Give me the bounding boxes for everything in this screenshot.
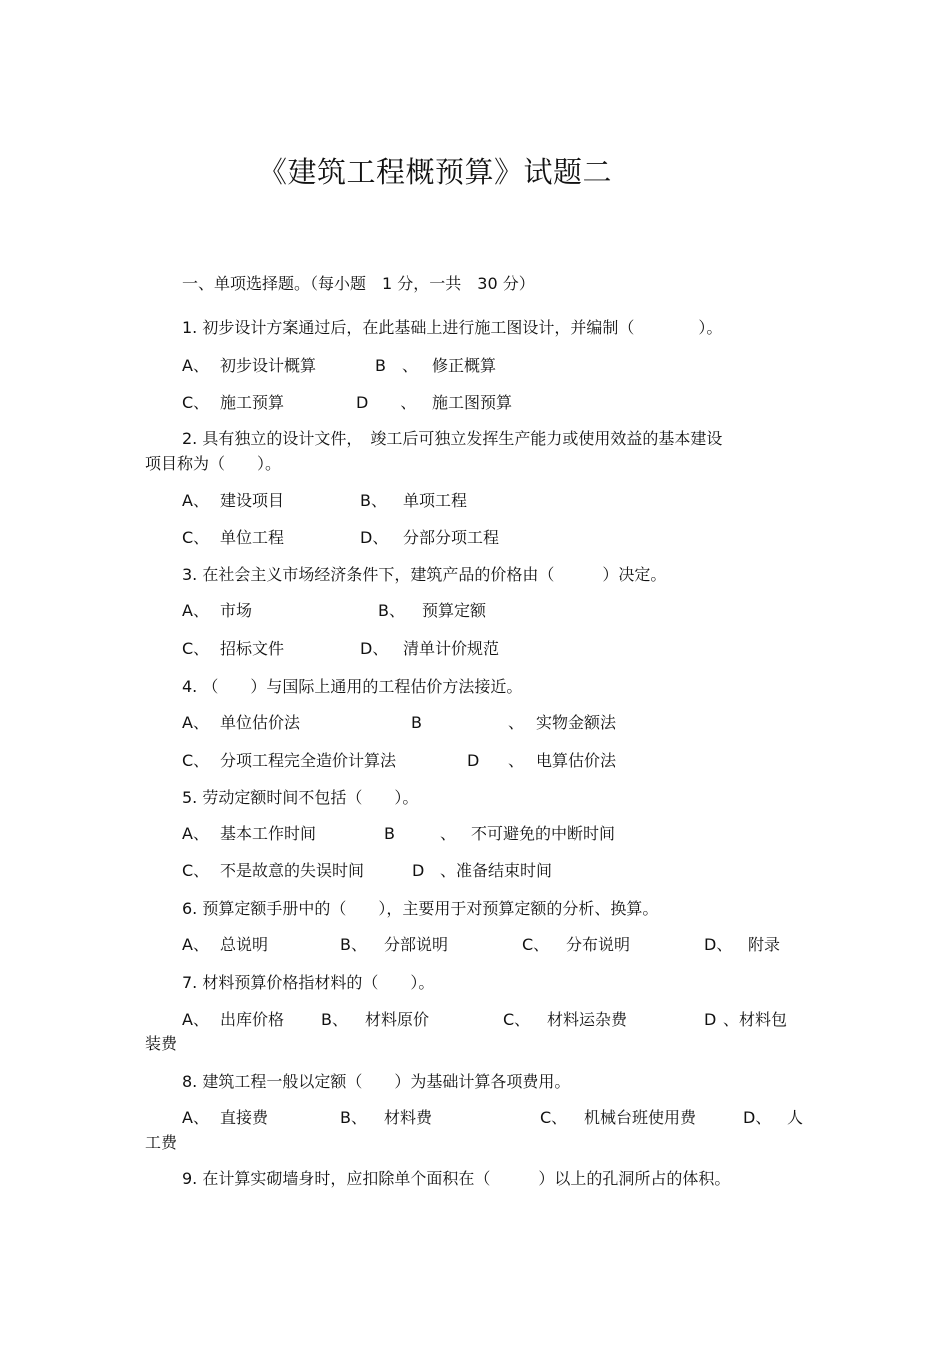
question-8-options-row: [182, 1107, 822, 1129]
option-text: 修正概算: [432, 356, 497, 375]
option-letter: C、: [182, 528, 210, 547]
question-2-stem-line-2: 项目称为（ ）。: [145, 454, 282, 473]
option-text: 单位工程: [220, 528, 285, 547]
option-text: 不是故意的失误时间: [220, 861, 365, 880]
option-letter: C、: [503, 1010, 531, 1029]
option-text: 初步设计概算: [220, 356, 317, 375]
option-letter: A、: [182, 491, 209, 510]
option-text: 单项工程: [403, 491, 468, 510]
option-text: 人: [787, 1108, 804, 1127]
option-separator: 、: [508, 751, 525, 770]
option-text: 市场: [220, 601, 253, 620]
option-letter: D 、: [356, 393, 417, 412]
question-5-stem: 5. 劳动定额时间不包括（ ）。: [182, 788, 419, 807]
option-text: 分部分项工程: [403, 528, 500, 547]
option-letter: A、: [182, 1010, 209, 1029]
question-3-options-row-2: [182, 638, 782, 660]
option-letter: A、: [182, 601, 209, 620]
option-letter: C、: [522, 935, 550, 954]
question-4-stem: 4. （ ）与国际上通用的工程估价方法接近。: [182, 677, 523, 696]
option-letter: D: [467, 751, 480, 770]
option-letter: D、: [743, 1108, 772, 1127]
option-text: 分部说明: [384, 935, 449, 954]
option-text: 清单计价规范: [403, 639, 500, 658]
section-heading: 一、单项选择题。（每小题 1 分，一共 30 分）: [182, 274, 535, 293]
option-letter: B: [384, 824, 395, 843]
option-letter: A、: [182, 935, 209, 954]
question-5-options-row-1: [182, 823, 782, 845]
option-letter: D: [704, 1010, 717, 1029]
page-title: 《建筑工程概预算》试题二: [258, 155, 613, 189]
option-letter: C、: [182, 639, 210, 658]
question-6-stem: 6. 预算定额手册中的（ ），主要用于对预算定额的分析、换算。: [182, 899, 659, 918]
question-9-stem: 9. 在计算实砌墙身时，应扣除单个面积在（ ）以上的孔洞所占的体积。: [182, 1169, 731, 1188]
option-text: 附录: [748, 935, 781, 954]
option-text: 不可避免的中断时间: [471, 824, 616, 843]
option-letter: B、: [321, 1010, 348, 1029]
option-letter: B、: [360, 491, 387, 510]
option-text: 、材料包: [723, 1010, 788, 1029]
option-letter: B: [411, 713, 422, 732]
option-text: 实物金额法: [536, 713, 617, 732]
question-8-wrap: 工费: [145, 1133, 178, 1152]
option-letter: D: [412, 861, 425, 880]
question-6-options-row: [182, 934, 822, 956]
option-text: 施工图预算: [432, 393, 513, 412]
option-letter: D、: [360, 639, 389, 658]
option-text: 机械台班使用费: [584, 1108, 697, 1127]
option-letter: C、: [182, 861, 210, 880]
option-text: 施工预算: [220, 393, 285, 412]
question-7-options-row: [182, 1009, 822, 1031]
option-letter: A、: [182, 713, 209, 732]
option-text: 、准备结束时间: [440, 861, 553, 880]
question-3-options-row-1: [182, 600, 782, 622]
option-text: 出库价格: [220, 1010, 285, 1029]
option-letter: B 、: [375, 356, 418, 375]
option-text: 分布说明: [566, 935, 631, 954]
option-letter: D、: [704, 935, 733, 954]
option-letter: B、: [340, 935, 367, 954]
option-text: 材料运杂费: [547, 1010, 628, 1029]
option-letter: C、: [540, 1108, 568, 1127]
question-4-options-row-1: [182, 712, 782, 734]
option-letter: C、: [182, 751, 210, 770]
question-1-stem: 1. 初步设计方案通过后，在此基础上进行施工图设计，并编制（ ）。: [182, 318, 723, 337]
question-4-options-row-2: [182, 750, 782, 772]
question-7-wrap: 装费: [145, 1034, 178, 1053]
option-text: 预算定额: [422, 601, 487, 620]
option-letter: D、: [360, 528, 389, 547]
option-text: 材料原价: [365, 1010, 430, 1029]
option-text: 建设项目: [220, 491, 285, 510]
question-2-options-row-2: [182, 527, 782, 549]
question-2-options-row-1: [182, 490, 782, 512]
option-text: 基本工作时间: [220, 824, 317, 843]
question-2-stem-line-1: 2. 具有独立的设计文件， 竣工后可独立发挥生产能力或使用效益的基本建设: [182, 429, 723, 448]
option-letter: B、: [378, 601, 405, 620]
question-1-options-row-2: [182, 392, 782, 414]
option-text: 招标文件: [220, 639, 285, 658]
question-1-options-row-1: [182, 355, 782, 377]
option-separator: 、: [508, 713, 525, 732]
option-letter: A、: [182, 824, 209, 843]
option-text: 材料费: [384, 1108, 433, 1127]
option-separator: 、: [440, 824, 457, 843]
question-5-options-row-2: [182, 860, 782, 882]
option-text: 总说明: [220, 935, 269, 954]
option-text: 直接费: [220, 1108, 269, 1127]
option-letter: A、: [182, 1108, 209, 1127]
option-text: 电算估价法: [536, 751, 617, 770]
option-letter: A、: [182, 356, 209, 375]
question-7-stem: 7. 材料预算价格指材料的（ ）。: [182, 973, 435, 992]
question-8-stem: 8. 建筑工程一般以定额（ ）为基础计算各项费用。: [182, 1072, 571, 1091]
option-text: 分项工程完全造价计算法: [220, 751, 397, 770]
question-3-stem: 3. 在社会主义市场经济条件下，建筑产品的价格由（ ）决定。: [182, 565, 667, 584]
option-letter: C、: [182, 393, 210, 412]
option-text: 单位估价法: [220, 713, 301, 732]
option-letter: B、: [340, 1108, 367, 1127]
